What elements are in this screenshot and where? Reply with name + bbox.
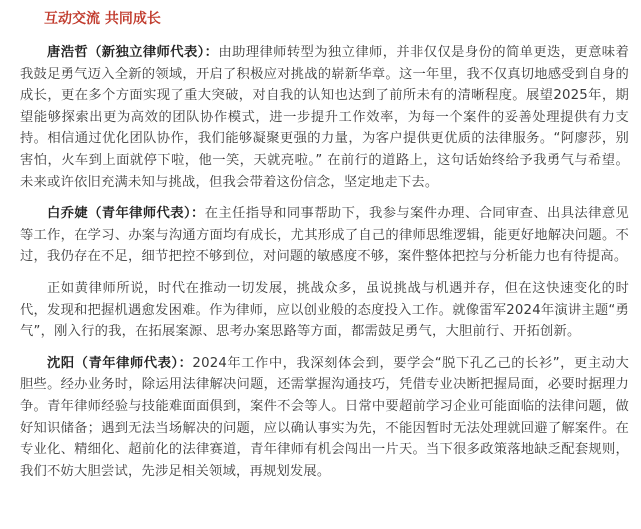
speaker-name: 白乔婕（青年律师代表）： — [47, 206, 205, 222]
paragraph-text: 正如黄律师所说，时代在推动一切发展，挑战众多，虽说挑战与机遇并存，但在这快速变化的时代，发现和把握机遇愈发困难。作为律师，应以创业般的态度投入工作。就像雷军2024年演讲主题“勇气”，刚入行的我，在拓展案源、思考办案思路等方面，都需鼓足勇气，大胆前行、开拓创新。 — [20, 280, 629, 340]
paragraph-text: 2024年工作中，我深刻体会到，要学会“脱下孔乙己的长衫”，更主动大胆些。经办业务时，除运用法律解决问题，还需掌握沟通技巧，凭借专业决断把握局面，必要时据理力争。青年律师经验与技能难面面俱到，案件不会等人。日常中要超前学习企业可能面临的法律问题，做好知识储备；遇到无法当场解决的问题，应以确认事实为先，不能因暂时无法处理就回避了解案件。在专业化、精细化、超前化的法律赛道，青年律师有机会闯出一片天。当下很多政策落地缺乏配套规则，我们不妨大胆尝试，先涉足相关领域，再规划发展。 — [20, 355, 629, 479]
section-title: 互动交流 共同成长 — [44, 11, 161, 27]
speaker-name: 沈阳（青年律师代表）： — [47, 355, 193, 371]
speaker-name: 唐浩哲（新独立律师代表）： — [47, 45, 219, 60]
paragraph-tang — [20, 42, 629, 193]
paragraph-bai-continued — [20, 278, 629, 343]
paragraph-text: 在主任指导和同事帮助下，我参与案件办理、合同审查、出具法律意见等工作，在学习、办案与沟通方面均有成长，尤其形成了自己的律师思维逻辑，能更好地解决问题。不过，我仍存在不足，细节把控不够到位，对问题的敏感度不够，案件整体把控与分析能力也有待提高。 — [20, 206, 630, 265]
paragraph-bai — [20, 203, 629, 268]
paragraph-text: 由助理律师转型为独立律师，并非仅仅是身份的简单更迭，更意味着我鼓足勇气迈入全新的领域，开启了积极应对挑战的崭新华章。这一年里，我不仅真切地感受到自身的成长，更在多个方面实现了重大突破，对自我的认知也达到了前所未有的清晰程度。展望2025年，期望能够探索出更为高效的团队协作模式，进一步提升工作效率，为每一个案件的妥善处理提供有力支持。相信通过优化团队协作，我们能够凝聚更强的力量，为客户提供更优质的法律服务。“阿廖莎，别害怕，火车到上面就停下啦，他一笑，天就亮啦。” 在前行的道路上，这句话始终给予我勇气与希望。未来或许依旧充满未知与挑战，但我会带着这份信念，坚定地走下去。 — [20, 45, 629, 190]
paragraph-shen — [20, 353, 629, 483]
